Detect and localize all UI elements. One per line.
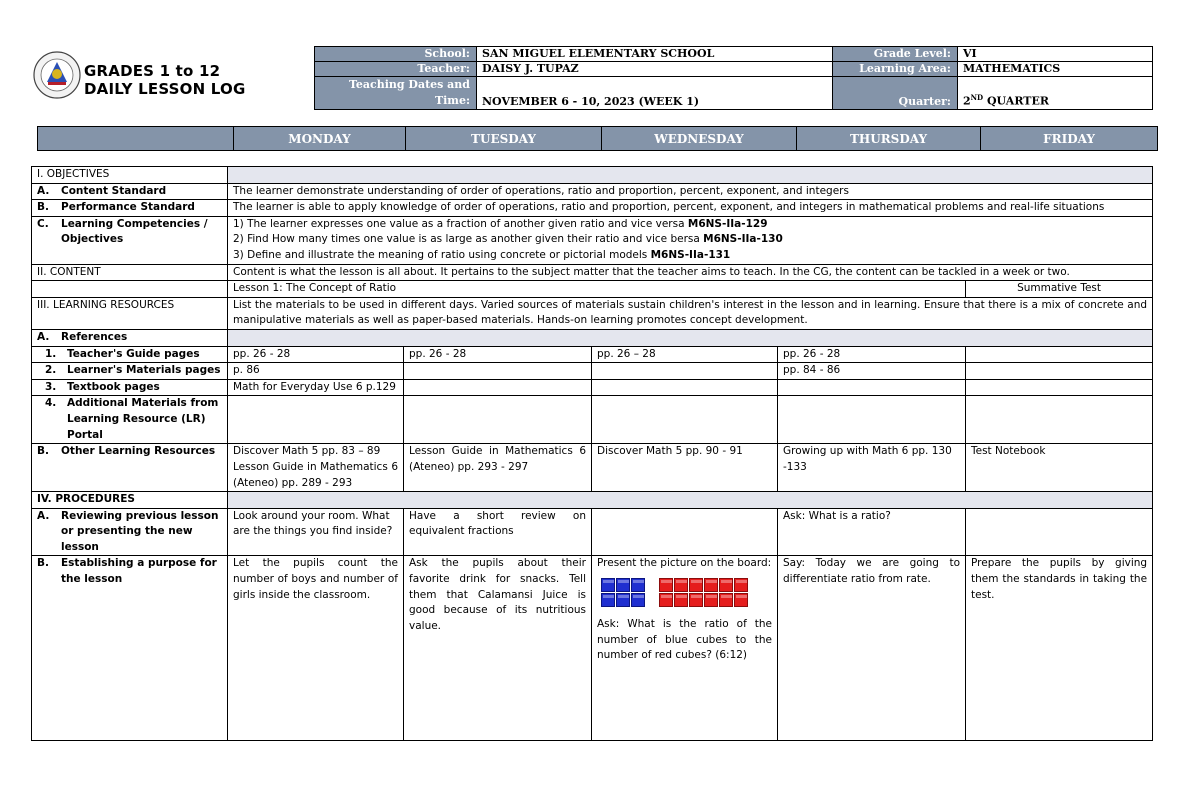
am-friday [966, 396, 1153, 444]
purpose-monday: Let the pupils count the number of boys and number of girls inside the classroom. [228, 556, 404, 741]
competency-1-code: M6NS-IIa-129 [687, 217, 768, 230]
purpose-tuesday: Ask the pupils about their favorite drink for snacks. Tell them that Calamansi Juice is good because of its nutritious value. [404, 556, 592, 741]
red-cube [734, 578, 748, 592]
competencies-label-line2: Objectives [61, 233, 124, 246]
purpose-thursday: Say: Today we are going to differentiate ratio from rate. [778, 556, 966, 741]
olr-friday: Test Notebook [966, 444, 1153, 492]
learning-area-label: Learning Area: [833, 62, 958, 77]
am-monday [228, 396, 404, 444]
performance-standard-label-text: Performance Standard [61, 201, 195, 214]
red-cube [689, 593, 703, 607]
red-cube [734, 593, 748, 607]
school-label: School: [315, 47, 477, 62]
quarter-word: QUARTER [983, 95, 1049, 108]
tb-wednesday [592, 379, 778, 396]
teachers-guide-label-text: Teacher's Guide pages [67, 347, 200, 360]
learning-resources-description: List the materials to be used in different days. Varied sources of materials sustain children's interest in the lesson and in learning. Ensure that there is a mix of concrete and manipulative materials as well as paper-based materials. Hands-on learning promotes concept development. [228, 297, 1153, 329]
textbook-pages-marker: 3. [45, 380, 57, 393]
blue-cube [631, 578, 645, 592]
content-heading: II. CONTENT [32, 264, 228, 281]
establishing-purpose-label [32, 556, 228, 741]
tb-friday [966, 379, 1153, 396]
objectives-shaded-cell [228, 167, 1153, 184]
cubes-picture [601, 578, 772, 607]
lesson-title: Lesson 1: The Concept of Ratio [228, 281, 966, 298]
review-monday: Look around your room. What are the things you find inside? [228, 508, 404, 556]
teaching-dates-label-line2: Time: [434, 94, 470, 107]
tg-friday [966, 346, 1153, 363]
competencies-label-line1: Learning Competencies / [61, 217, 208, 230]
references-shaded-cell [228, 329, 1153, 346]
purpose-wednesday-question: Ask: What is the ratio of the number of blue cubes to the number of red cubes? (6:12) [597, 618, 772, 662]
day-friday: FRIDAY [981, 127, 1158, 151]
table-row [32, 363, 1153, 380]
table-row [32, 216, 1153, 264]
table-row [32, 297, 1153, 329]
title-line-2: DAILY LESSON LOG [84, 80, 246, 98]
teacher-label: Teacher: [315, 62, 477, 77]
am-wednesday [592, 396, 778, 444]
competency-1 [233, 217, 1147, 233]
red-cube [659, 578, 673, 592]
additional-materials-label [32, 396, 228, 444]
blue-cube [616, 578, 630, 592]
olr-monday-line1: Discover Math 5 pp. 83 – 89 [233, 445, 381, 458]
content-description: Content is what the lesson is all about. It pertains to the subject matter that the teacher aims to teach. In the CG, the content can be tackled in a week or two. [228, 264, 1153, 281]
learning-resources-heading: III. LEARNING RESOURCES [32, 297, 228, 329]
other-resources-label [32, 444, 228, 492]
weekday-header [37, 126, 1158, 151]
quarter-value [958, 77, 1153, 110]
competency-1-text: 1) The learner expresses one value as a fraction of another given ratio and vice versa [233, 217, 688, 230]
learning-area-value: MATHEMATICS [958, 62, 1153, 77]
content-standard-marker: A. [37, 184, 50, 197]
performance-standard-value: The learner is able to apply knowledge of order of operations, ratio and proportion, percent, exponent, and integers in mathematical problems and real-life situations [228, 200, 1153, 217]
tg-thursday: pp. 26 - 28 [778, 346, 966, 363]
references-label-text: References [61, 330, 128, 343]
table-row [32, 167, 1153, 184]
textbook-pages-label-text: Textbook pages [67, 380, 160, 393]
table-row [32, 492, 1153, 509]
review-tuesday: Have a short review on equivalent fractions [404, 508, 592, 556]
reviewing-marker: A. [37, 509, 50, 522]
competencies-label [32, 216, 228, 264]
competencies-marker: C. [37, 217, 49, 230]
day-tuesday: TUESDAY [406, 127, 602, 151]
olr-wednesday: Discover Math 5 pp. 90 - 91 [592, 444, 778, 492]
competency-3-text: 3) Define and illustrate the meaning of ratio using concrete or pictorial models [233, 248, 651, 261]
table-row [32, 183, 1153, 200]
red-cubes-group [659, 578, 748, 607]
title-line-1: GRADES 1 to 12 [84, 62, 221, 80]
performance-standard-marker: B. [37, 201, 49, 214]
red-cube [689, 578, 703, 592]
teaching-dates-label [315, 77, 477, 110]
olr-thursday: Growing up with Math 6 pp. 130 -133 [778, 444, 966, 492]
document-title [84, 62, 246, 98]
weekday-blank-cell [38, 127, 234, 151]
table-row [32, 379, 1153, 396]
table-row [32, 346, 1153, 363]
blue-cubes-group [601, 578, 645, 607]
review-wednesday [592, 508, 778, 556]
competency-2-code: M6NS-IIa-130 [703, 233, 783, 246]
table-row [32, 264, 1153, 281]
olr-monday-line2: Lesson Guide in Mathematics 6 (Ateneo) pp. 289 - 293 [233, 460, 398, 489]
content-standard-value: The learner demonstrate understanding of order of operations, ratio and proportion, percent, exponent, and integers [228, 183, 1153, 200]
additional-materials-line3: Portal [67, 428, 103, 441]
tb-tuesday [404, 379, 592, 396]
purpose-wednesday [592, 556, 778, 741]
competency-3-code: M6NS-IIa-131 [650, 248, 731, 261]
red-cube [674, 578, 688, 592]
table-row [32, 508, 1153, 556]
red-cube [719, 593, 733, 607]
teaching-dates-value: NOVEMBER 6 - 10, 2023 (WEEK 1) [477, 77, 833, 110]
table-row [32, 281, 1153, 298]
lm-monday: p. 86 [228, 363, 404, 380]
quarter-number: 2 [963, 95, 971, 108]
tb-thursday [778, 379, 966, 396]
summative-test-label: Summative Test [966, 281, 1153, 298]
day-thursday: THURSDAY [797, 127, 981, 151]
teachers-guide-marker: 1. [45, 347, 57, 360]
grade-level-label: Grade Level: [833, 47, 958, 62]
blue-cube [601, 578, 615, 592]
additional-materials-line1: Additional Materials from [67, 397, 219, 410]
teachers-guide-label [32, 346, 228, 363]
objectives-heading: I. OBJECTIVES [32, 167, 228, 184]
lm-tuesday [404, 363, 592, 380]
blue-cube [631, 593, 645, 607]
lm-friday [966, 363, 1153, 380]
table-row [32, 556, 1153, 741]
textbook-pages-label [32, 379, 228, 396]
content-standard-label-text: Content Standard [61, 184, 167, 197]
teaching-dates-label-line1: Teaching Dates and [348, 78, 470, 91]
olr-monday [228, 444, 404, 492]
references-label [32, 329, 228, 346]
competency-3 [233, 248, 1147, 264]
performance-standard-label [32, 200, 228, 217]
school-value: SAN MIGUEL ELEMENTARY SCHOOL [477, 47, 833, 62]
establishing-purpose-marker: B. [37, 557, 49, 570]
red-cube [674, 593, 688, 607]
header-info-table [314, 46, 1153, 110]
tg-wednesday: pp. 26 – 28 [592, 346, 778, 363]
am-thursday [778, 396, 966, 444]
lm-thursday: pp. 84 - 86 [778, 363, 966, 380]
lesson-row-blank [32, 281, 228, 298]
procedures-shaded-cell [228, 492, 1153, 509]
reviewing-label [32, 508, 228, 556]
other-resources-marker: B. [37, 445, 49, 458]
table-row [32, 200, 1153, 217]
deped-seal-logo [33, 48, 81, 102]
learners-materials-marker: 2. [45, 364, 57, 377]
learners-materials-label-text: Learner's Materials pages [67, 364, 221, 377]
olr-tuesday: Lesson Guide in Mathematics 6 (Ateneo) pp. 293 - 297 [404, 444, 592, 492]
teacher-value: DAISY J. TUPAZ [477, 62, 833, 77]
other-resources-label-text: Other Learning Resources [61, 445, 216, 458]
tb-monday: Math for Everyday Use 6 p.129 [228, 379, 404, 396]
learners-materials-label [32, 363, 228, 380]
table-row [32, 444, 1153, 492]
quarter-label: Quarter: [833, 77, 958, 110]
day-monday: MONDAY [234, 127, 406, 151]
red-cube [719, 578, 733, 592]
tg-tuesday: pp. 26 - 28 [404, 346, 592, 363]
red-cube [704, 593, 718, 607]
grade-level-value: VI [958, 47, 1153, 62]
quarter-suffix: ND [970, 93, 984, 103]
table-row [32, 396, 1153, 444]
competencies-value [228, 216, 1153, 264]
table-row [32, 329, 1153, 346]
reviewing-label-text: Reviewing previous lesson or presenting the new lesson [61, 509, 219, 553]
establishing-purpose-label-text: Establishing a purpose for the lesson [61, 557, 217, 586]
competency-2 [233, 232, 1147, 248]
additional-materials-line2: Learning Resource (LR) [67, 412, 206, 425]
purpose-friday: Prepare the pupils by giving them the standards in taking the test. [966, 556, 1153, 741]
review-friday [966, 508, 1153, 556]
red-cube [659, 593, 673, 607]
procedures-heading: IV. PROCEDURES [32, 492, 228, 509]
tg-monday: pp. 26 - 28 [228, 346, 404, 363]
purpose-wednesday-intro: Present the picture on the board: [597, 557, 772, 570]
competency-2-text: 2) Find How many times one value is as large as another given their ratio and vice bersa [233, 233, 704, 246]
blue-cube [616, 593, 630, 607]
day-wednesday: WEDNESDAY [602, 127, 797, 151]
references-marker: A. [37, 330, 50, 343]
content-standard-label [32, 183, 228, 200]
red-cube [704, 578, 718, 592]
am-tuesday [404, 396, 592, 444]
lesson-log-table [31, 166, 1153, 741]
additional-materials-marker: 4. [45, 397, 57, 410]
blue-cube [601, 593, 615, 607]
lm-wednesday [592, 363, 778, 380]
review-thursday: Ask: What is a ratio? [778, 508, 966, 556]
